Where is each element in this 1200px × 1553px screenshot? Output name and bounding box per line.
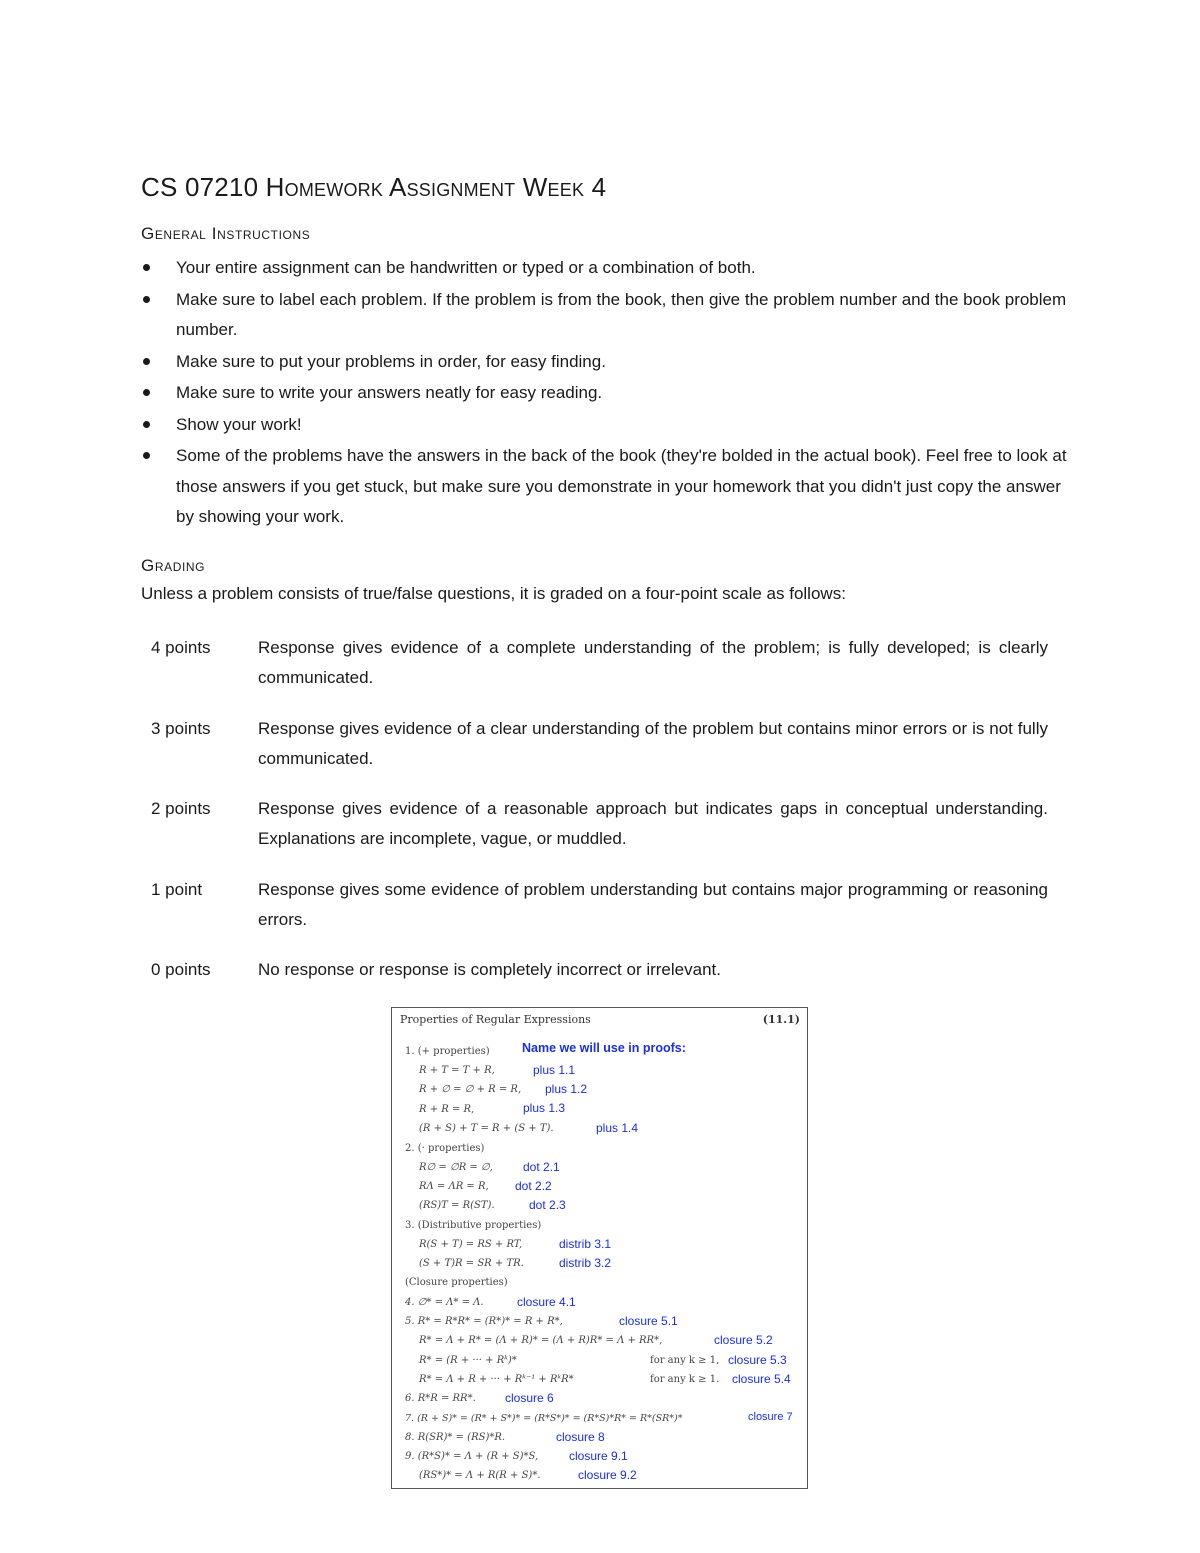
page-title (141, 172, 606, 203)
figure-label: closure 5.2 (714, 1333, 773, 1347)
figure-label: closure 9.2 (578, 1468, 637, 1482)
figure-line: 1. (+ properties) (405, 1046, 490, 1057)
rubric-points: 2 points (151, 799, 211, 818)
figure-label: dot 2.3 (529, 1198, 566, 1212)
figure-label: closure 9.1 (569, 1449, 628, 1463)
figure-label: plus 1.1 (533, 1063, 576, 1077)
title-course: CS 07210 (141, 172, 266, 202)
figure-line: 9. (R*S)* = Λ + (R + S)*S, (405, 1451, 539, 1462)
figure-line: R* = Λ + R + ··· + Rᵏ⁻¹ + RᵏR* (419, 1374, 574, 1385)
figure-label: closure 5.1 (619, 1314, 678, 1328)
rubric-points: 1 point (151, 879, 203, 899)
figure-label: plus 1.3 (523, 1101, 566, 1115)
figure-note: Name we will use in proofs: (522, 1041, 686, 1055)
regex-properties-figure (391, 1007, 808, 1489)
figure-line: R* = Λ + R* = (Λ + R)* = (Λ + R)R* = Λ + RR*, (419, 1335, 663, 1346)
list-item: Your entire assignment can be handwritten or typed or a combination of both. (141, 253, 1071, 284)
figure-line: 8. R(SR)* = (RS)*R. (405, 1432, 506, 1443)
figure-line: (RS)T = R(ST). (419, 1200, 495, 1211)
figure-title: Properties of Regular Expressions (400, 1013, 591, 1026)
figure-label: closure 5.4 (732, 1372, 791, 1386)
figure-label: closure 6 (505, 1391, 554, 1405)
rubric-row (151, 633, 1051, 714)
rubric-description: Response gives some evidence of problem understanding but contains major programming or reasoning errors. (258, 879, 1048, 929)
rubric-description: Response gives evidence of a complete understanding of the problem; is fully developed; is clearly communicated. (258, 638, 1048, 687)
figure-line: R(S + T) = RS + RT, (419, 1239, 523, 1250)
rubric-description: Response gives evidence of a reasonable approach but indicates gaps in conceptual understanding. Explanations are incomplete, vague, or muddled. (258, 799, 1048, 848)
figure-line: 4. ∅* = Λ* = Λ. (405, 1297, 484, 1308)
bullet-icon (143, 421, 150, 428)
instructions-list (141, 253, 1071, 534)
figure-label: closure 5.3 (728, 1353, 787, 1367)
figure-label: dot 2.2 (515, 1179, 552, 1193)
bullet-icon (143, 296, 150, 303)
list-item: Make sure to write your answers neatly for easy reading. (141, 378, 1071, 409)
figure-line: (R + S) + T = R + (S + T). (419, 1123, 554, 1134)
list-item: Make sure to put your problems in order, for easy finding. (141, 347, 1071, 378)
list-item: Show your work! (141, 410, 1071, 441)
figure-line: R + ∅ = ∅ + R = R, (419, 1084, 522, 1095)
figure-label: closure 8 (556, 1430, 605, 1444)
figure-line: (S + T)R = SR + TR. (419, 1258, 524, 1269)
rubric-points: 0 points (151, 960, 211, 979)
figure-label: plus 1.2 (545, 1082, 588, 1096)
figure-line: 7. (R + S)* = (R* + S*)* = (R*S*)* = (R*S)*R* = R*(SR*)* (405, 1413, 683, 1424)
grading-intro: Unless a problem consists of true/false questions, it is graded on a four-point scale as follows: (141, 584, 846, 603)
rubric-row (151, 794, 1051, 875)
figure-label: plus 1.4 (596, 1121, 639, 1135)
rubric-row (151, 875, 1051, 956)
figure-line: RΛ = ΛR = R, (419, 1181, 489, 1192)
rubric-description: No response or response is completely incorrect or irrelevant. (258, 960, 721, 979)
figure-label: distrib 3.2 (559, 1256, 612, 1270)
list-item: Make sure to label each problem. If the problem is from the book, then give the problem number and the book problem number. (141, 285, 1071, 346)
title-text: Homework Assignment Week 4 (265, 172, 607, 202)
figure-line: 2. (· properties) (405, 1143, 485, 1154)
rubric-description: Response gives evidence of a clear understanding of the problem but contains minor errors or is not fully communicated. (258, 718, 1048, 768)
figure-line: (RS*)* = Λ + R(R + S)*. (419, 1470, 541, 1481)
rubric-points: 4 points (151, 638, 211, 657)
figure-line: 6. R*R = RR*. (405, 1393, 476, 1404)
figure-label: closure 7 (748, 1411, 793, 1423)
grading-heading: Grading (141, 556, 206, 575)
figure-line: 5. R* = R*R* = (R*)* = R + R*, (405, 1316, 563, 1327)
figure-condition: for any k ≥ 1, (650, 1355, 720, 1366)
bullet-icon (143, 452, 150, 459)
figure-label: closure 4.1 (517, 1295, 576, 1309)
figure-label: dot 2.1 (523, 1160, 560, 1174)
figure-number: (11.1) (762, 1013, 800, 1026)
figure-line: R∅ = ∅R = ∅, (419, 1162, 493, 1173)
general-instructions-heading: General Instructions (141, 224, 311, 243)
figure-line: R + R = R, (419, 1104, 475, 1115)
figure-line: R + T = T + R, (419, 1065, 495, 1076)
figure-line: R* = (R + ··· + Rᵏ)* (419, 1355, 517, 1366)
bullet-icon (143, 358, 150, 365)
figure-line: 3. (Distributive properties) (405, 1220, 542, 1231)
rubric-row (151, 714, 1051, 795)
figure-label: distrib 3.1 (559, 1237, 612, 1251)
grading-rubric (151, 633, 1051, 1036)
figure-condition: for any k ≥ 1. (650, 1374, 720, 1385)
bullet-icon (143, 264, 150, 271)
rubric-points: 3 points (151, 718, 211, 738)
bullet-icon (143, 389, 150, 396)
figure-line: (Closure properties) (405, 1277, 508, 1288)
list-item: Some of the problems have the answers in the back of the book (they're bolded in the actual book). Feel free to look at those answers if you get stuck, but make sure you demonstrate in your homework that you didn't just copy the answer by showing your work. (141, 441, 1071, 533)
